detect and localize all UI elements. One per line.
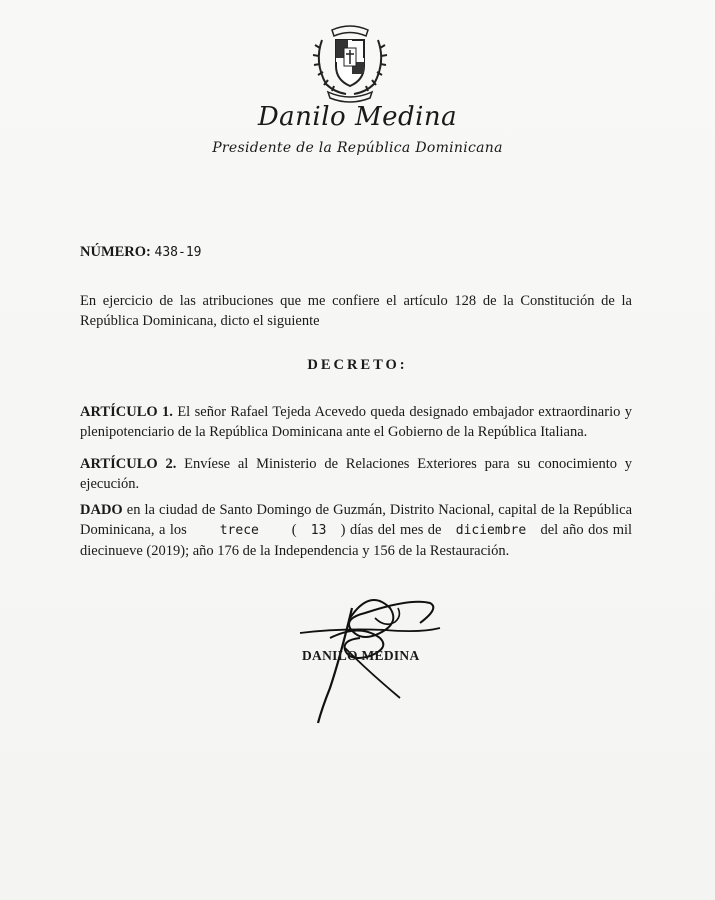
decree-number (80, 244, 201, 261)
articulo-2-text: Envíese al Ministerio de Relaciones Exteriores para su conocimiento y ejecución. (80, 456, 633, 492)
articulo-2 (80, 454, 632, 494)
decreto-heading: DECRETO: (307, 357, 408, 373)
signatory-name: DANILO MEDINA (302, 648, 420, 663)
dado-mes: diciembre (455, 523, 527, 538)
articulo-2-label: ARTÍCULO 2. (80, 456, 177, 472)
decree-number-label: NÚMERO: (80, 244, 151, 260)
dado-paren-open: ( (291, 522, 297, 538)
intro-paragraph: En ejercicio de las atribuciones que me confiere el artículo 128 de la Constitución de la República Dominicana, dicto el siguiente (80, 293, 632, 329)
dado-text-2: días del mes de (349, 522, 442, 538)
articulo-1 (80, 402, 632, 442)
dado-paragraph (80, 500, 632, 561)
dado-dia-numero: 13 (310, 523, 327, 538)
decree-number-value: 438-19 (154, 245, 202, 260)
dado-paren-close: ) (340, 522, 346, 538)
header-title: Presidente de la República Dominicana (212, 140, 503, 156)
articulo-1-text: El señor Rafael Tejeda Acevedo queda designado embajador extraordinario y plenipotenciario de la República Dominicana ante el Gobierno de la República Italiana. (80, 404, 632, 440)
dado-text-3: del año dos mil diecinueve (2019); año 176 de la Independencia y 156 de la Restauración. (80, 522, 633, 559)
dado-label: DADO (80, 502, 123, 518)
articulo-1-label: ARTÍCULO 1. (80, 404, 173, 420)
header-name: Danilo Medina (257, 102, 458, 132)
coat-of-arms-icon (310, 20, 390, 104)
dado-dia-palabra: trece (219, 523, 259, 538)
dado-text-1: en la ciudad de Santo Domingo de Guzmán, Distrito Nacional, capital de la República Dominicana, a los (80, 502, 633, 538)
